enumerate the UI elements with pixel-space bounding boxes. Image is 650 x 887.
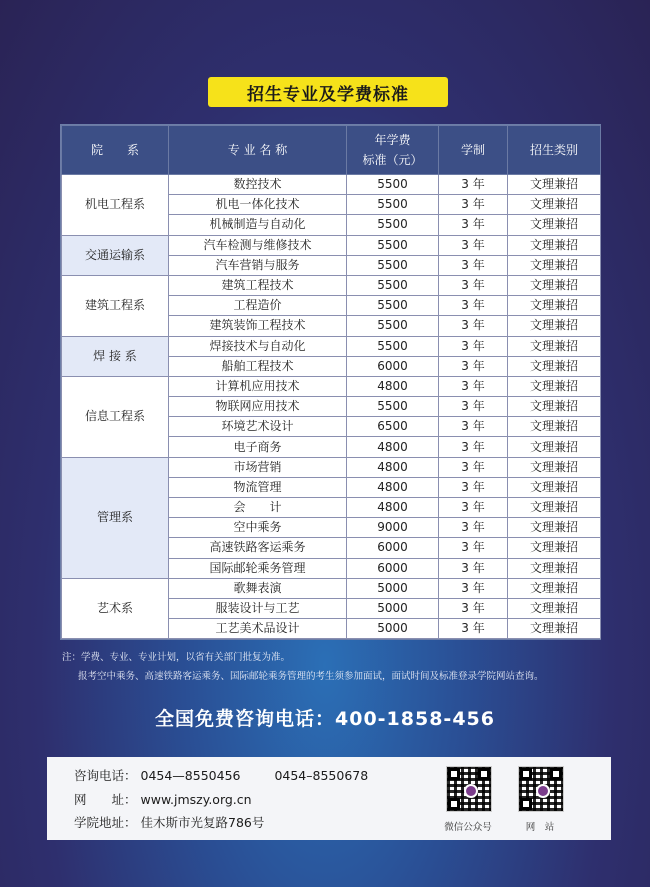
category-cell: 文理兼招 (508, 296, 601, 316)
category-cell: 文理兼招 (508, 255, 601, 275)
phone-1: 0454—8550456 (140, 768, 241, 783)
fee-cell: 5500 (347, 215, 439, 235)
category-cell: 文理兼招 (508, 336, 601, 356)
wechat-qr-label: 微信公众号 (444, 822, 492, 833)
category-cell: 文理兼招 (508, 195, 601, 215)
note-line-1: 注：学费、专业、专业计划，以省有关部门批复为准。 (62, 652, 291, 663)
notes (62, 648, 622, 686)
address-row (74, 813, 264, 831)
major-cell: 计算机应用技术 (169, 376, 347, 396)
phone-label: 咨询电话： (74, 768, 137, 783)
fee-cell: 4800 (347, 477, 439, 497)
duration-cell: 3 年 (439, 457, 508, 477)
major-cell: 电子商务 (169, 437, 347, 457)
duration-cell: 3 年 (439, 275, 508, 295)
duration-cell: 3 年 (439, 215, 508, 235)
website-label: 网 址： (74, 792, 137, 807)
duration-cell: 3 年 (439, 437, 508, 457)
fee-cell: 5500 (347, 296, 439, 316)
header-major: 专 业 名 称 (169, 126, 347, 175)
table-row (62, 578, 601, 598)
table-row (62, 275, 601, 295)
duration-cell: 3 年 (439, 175, 508, 195)
duration-cell: 3 年 (439, 417, 508, 437)
duration-cell: 3 年 (439, 195, 508, 215)
website-link[interactable]: www.jmszy.org.cn (140, 792, 252, 807)
major-cell: 焊接技术与自动化 (169, 336, 347, 356)
category-cell: 文理兼招 (508, 578, 601, 598)
fee-table-grid (61, 125, 601, 639)
major-cell: 空中乘务 (169, 518, 347, 538)
phone-2: 0454–8550678 (274, 768, 369, 783)
dept-cell: 管理系 (62, 457, 169, 578)
major-cell: 建筑工程技术 (169, 275, 347, 295)
header-fee (347, 126, 439, 175)
fee-cell: 4800 (347, 457, 439, 477)
fee-cell: 4800 (347, 498, 439, 518)
fee-cell: 5500 (347, 397, 439, 417)
duration-cell: 3 年 (439, 619, 508, 639)
duration-cell: 3 年 (439, 578, 508, 598)
table-row (62, 175, 601, 195)
category-cell: 文理兼招 (508, 598, 601, 618)
category-cell: 文理兼招 (508, 619, 601, 639)
duration-cell: 3 年 (439, 235, 508, 255)
duration-cell: 3 年 (439, 538, 508, 558)
major-cell: 国际邮轮乘务管理 (169, 558, 347, 578)
duration-cell: 3 年 (439, 518, 508, 538)
fee-cell: 9000 (347, 518, 439, 538)
address-label: 学院地址： (74, 815, 137, 830)
major-cell: 船舶工程技术 (169, 356, 347, 376)
fee-cell: 5500 (347, 235, 439, 255)
major-cell: 汽车检测与维修技术 (169, 235, 347, 255)
table-header-row (62, 126, 601, 175)
duration-cell: 3 年 (439, 316, 508, 336)
major-cell: 会 计 (169, 498, 347, 518)
duration-cell: 3 年 (439, 477, 508, 497)
duration-cell: 3 年 (439, 598, 508, 618)
category-cell: 文理兼招 (508, 275, 601, 295)
category-cell: 文理兼招 (508, 316, 601, 336)
major-cell: 汽车营销与服务 (169, 255, 347, 275)
fee-table (60, 124, 601, 640)
website-row (74, 790, 252, 808)
major-cell: 工艺美术品设计 (169, 619, 347, 639)
duration-cell: 3 年 (439, 558, 508, 578)
duration-cell: 3 年 (439, 356, 508, 376)
category-cell: 文理兼招 (508, 397, 601, 417)
dept-cell: 交通运输系 (62, 235, 169, 275)
fee-cell: 5500 (347, 255, 439, 275)
header-fee-line2: 标准（元） (362, 153, 423, 167)
dept-cell: 信息工程系 (62, 376, 169, 457)
phone-row (74, 766, 368, 784)
fee-cell: 6000 (347, 558, 439, 578)
hotline: 全国免费咨询电话：400-1858-456 (155, 708, 495, 730)
fee-cell: 5500 (347, 175, 439, 195)
major-cell: 歌舞表演 (169, 578, 347, 598)
category-cell: 文理兼招 (508, 437, 601, 457)
fee-cell: 5500 (347, 336, 439, 356)
fee-cell: 6000 (347, 356, 439, 376)
contact-panel (47, 757, 611, 840)
category-cell: 文理兼招 (508, 215, 601, 235)
category-cell: 文理兼招 (508, 235, 601, 255)
dept-cell: 建筑工程系 (62, 275, 169, 336)
category-cell: 文理兼招 (508, 175, 601, 195)
category-cell: 文理兼招 (508, 376, 601, 396)
address-value: 佳木斯市光复路786号 (140, 815, 265, 830)
major-cell: 机电一体化技术 (169, 195, 347, 215)
duration-cell: 3 年 (439, 498, 508, 518)
category-cell: 文理兼招 (508, 518, 601, 538)
category-cell: 文理兼招 (508, 477, 601, 497)
major-cell: 数控技术 (169, 175, 347, 195)
duration-cell: 3 年 (439, 336, 508, 356)
category-cell: 文理兼招 (508, 558, 601, 578)
fee-cell: 5500 (347, 275, 439, 295)
fee-cell: 5000 (347, 578, 439, 598)
header-dept: 院 系 (62, 126, 169, 175)
table-row (62, 235, 601, 255)
website-qr-label: 网 站 (525, 822, 555, 833)
major-cell: 市场营销 (169, 457, 347, 477)
note-line-2: 报考空中乘务、高速铁路客运乘务、国际邮轮乘务管理的考生须参加面试，面试时间及标准登录学院网站查询。 (78, 671, 544, 682)
fee-cell: 6000 (347, 538, 439, 558)
major-cell: 工程造价 (169, 296, 347, 316)
category-cell: 文理兼招 (508, 457, 601, 477)
header-fee-line1: 年学费 (374, 133, 411, 147)
dept-cell: 机电工程系 (62, 175, 169, 236)
page-title: 招生专业及学费标准 (208, 77, 448, 107)
table-row (62, 457, 601, 477)
fee-cell: 5500 (347, 195, 439, 215)
table-row (62, 336, 601, 356)
major-cell: 建筑装饰工程技术 (169, 316, 347, 336)
fee-cell: 5000 (347, 598, 439, 618)
category-cell: 文理兼招 (508, 538, 601, 558)
table-row (62, 376, 601, 396)
major-cell: 机械制造与自动化 (169, 215, 347, 235)
duration-cell: 3 年 (439, 397, 508, 417)
dept-cell: 艺术系 (62, 578, 169, 639)
duration-cell: 3 年 (439, 376, 508, 396)
major-cell: 高速铁路客运乘务 (169, 538, 347, 558)
wechat-qr-code (446, 766, 492, 812)
duration-cell: 3 年 (439, 255, 508, 275)
fee-cell: 4800 (347, 437, 439, 457)
fee-cell: 5500 (347, 316, 439, 336)
duration-cell: 3 年 (439, 296, 508, 316)
major-cell: 物联网应用技术 (169, 397, 347, 417)
fee-cell: 6500 (347, 417, 439, 437)
website-qr-code (518, 766, 564, 812)
category-cell: 文理兼招 (508, 498, 601, 518)
major-cell: 服装设计与工艺 (169, 598, 347, 618)
dept-cell: 焊 接 系 (62, 336, 169, 376)
fee-cell: 5000 (347, 619, 439, 639)
major-cell: 环境艺术设计 (169, 417, 347, 437)
major-cell: 物流管理 (169, 477, 347, 497)
header-duration: 学制 (439, 126, 508, 175)
category-cell: 文理兼招 (508, 417, 601, 437)
header-category: 招生类别 (508, 126, 601, 175)
category-cell: 文理兼招 (508, 356, 601, 376)
fee-cell: 4800 (347, 376, 439, 396)
